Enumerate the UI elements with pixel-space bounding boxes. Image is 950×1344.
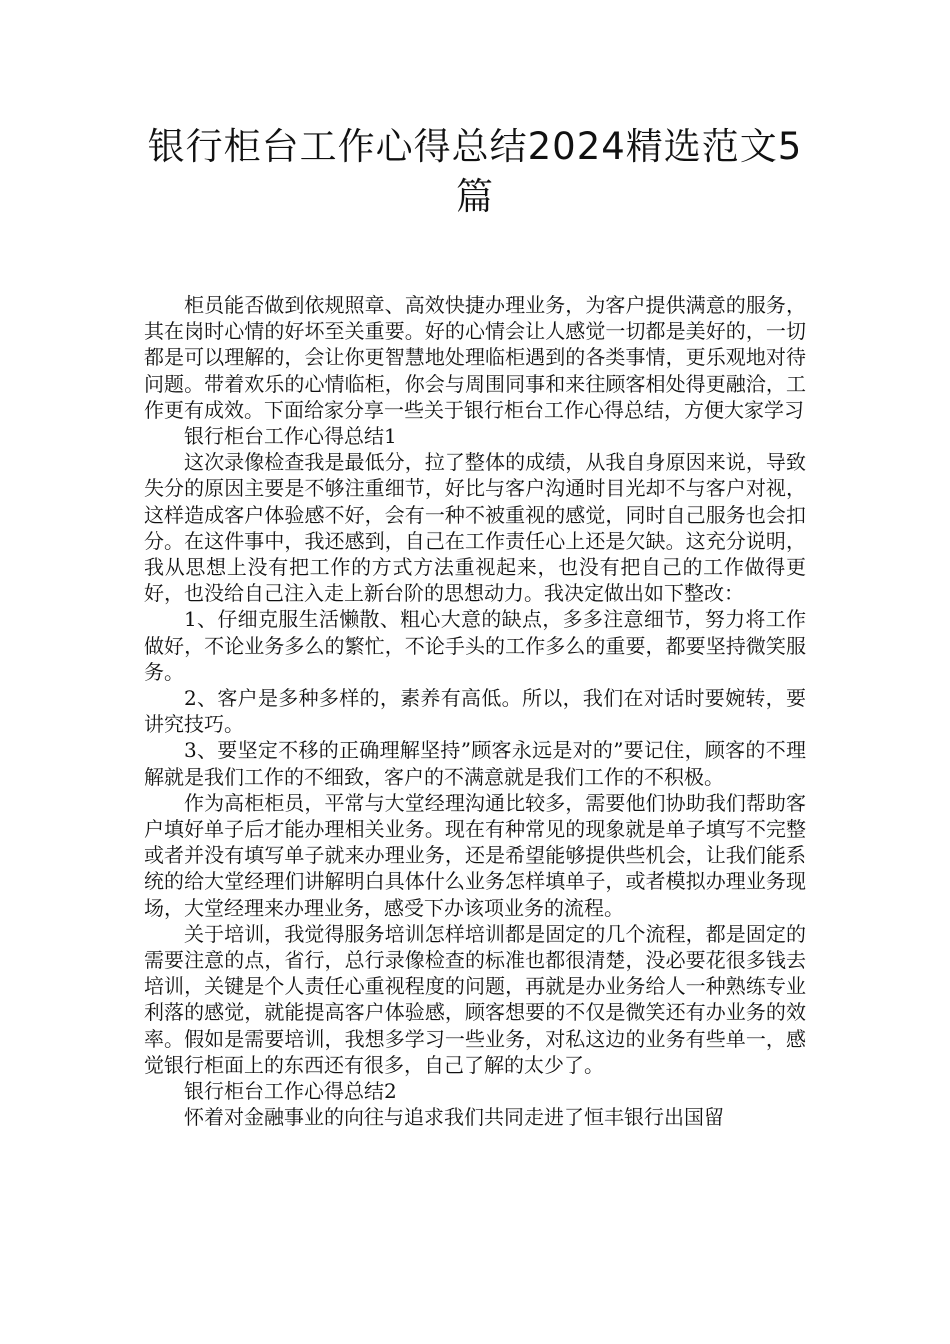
list-item-1: 1、仔细克服生活懒散、粗心大意的缺点，多多注意细节，努力将工作做好，不论业务多么的繁忙，不论手头的工作多么的重要，都要坚持微笑服务。: [144, 607, 806, 684]
document-title: 银行柜台工作心得总结2024精选范文5篇: [147, 125, 803, 218]
section-heading-2: 银行柜台工作心得总结2: [184, 1079, 397, 1104]
body-paragraph: 这次录像检查我是最低分，拉了整体的成绩，从我自身原因来说，导致失分的原因主要是不够注重细节，好比与客户沟通时目光却不与客户对视，这样造成客户体验感不好，会有一种不被重视的感觉，同时自己服务也会扣分。在这件事中，我还感到，自己在工作责任心上还是欠缺。这充分说明，我从思想上没有把工作的方式方法重视起来，也没有把自己的工作做得更好，也没给自己注入走上新台阶的思想动力。我决定做出如下整改：: [144, 450, 806, 606]
section-heading-1: 银行柜台工作心得总结1: [184, 424, 397, 449]
body-paragraph: 作为高柜柜员，平常与大堂经理沟通比较多，需要他们协助我们帮助客户填好单子后才能办理相关业务。现在有种常见的现象就是单子填写不完整或者并没有填写单子就来办理业务，还是希望能够提供些机会，让我们能系统的给大堂经理们讲解明白具体什么业务怎样填单子，或者模拟办理业务现场，大堂经理来办理业务，感受下办该项业务的流程。: [144, 790, 806, 920]
list-item-3: 3、要坚定不移的正确理解坚持”顾客永远是对的”要记住，顾客的不理解就是我们工作的不细致，客户的不满意就是我们工作的不积极。: [144, 738, 806, 789]
body-paragraph: 怀着对金融事业的向往与追求我们共同走进了恒丰银行出国留: [184, 1105, 724, 1130]
list-item-2: 2、客户是多种多样的，素养有高低。所以，我们在对话时要婉转，要讲究技巧。: [144, 686, 806, 737]
document-body: [144, 292, 806, 1131]
intro-paragraph: 柜员能否做到依规照章、高效快捷办理业务，为客户提供满意的服务，其在岗时心情的好坏至关重要。好的心情会让人感觉一切都是美好的，一切都是可以理解的，会让你更智慧地处理临柜遇到的各类事情，更乐观地对待问题。带着欢乐的心情临柜，你会与周围同事和来往顾客相处得更融洽，工作更有成效。下面给家分享一些关于银行柜台工作心得总结，方便大家学习: [144, 293, 806, 422]
body-paragraph: 关于培训，我觉得服务培训怎样培训都是固定的几个流程，都是固定的需要注意的点，省行，总行录像检查的标准也都很清楚，没必要花很多钱去培训，关键是个人责任心重视程度的问题，再就是办业务给人一种熟练专业利落的感觉，就能提高客户体验感，顾客想要的不仅是微笑还有办业务的效率。假如是需要培训，我想多学习一些业务，对私这边的业务有些单一，感觉银行柜面上的东西还有很多，自己了解的太少了。: [144, 921, 806, 1077]
